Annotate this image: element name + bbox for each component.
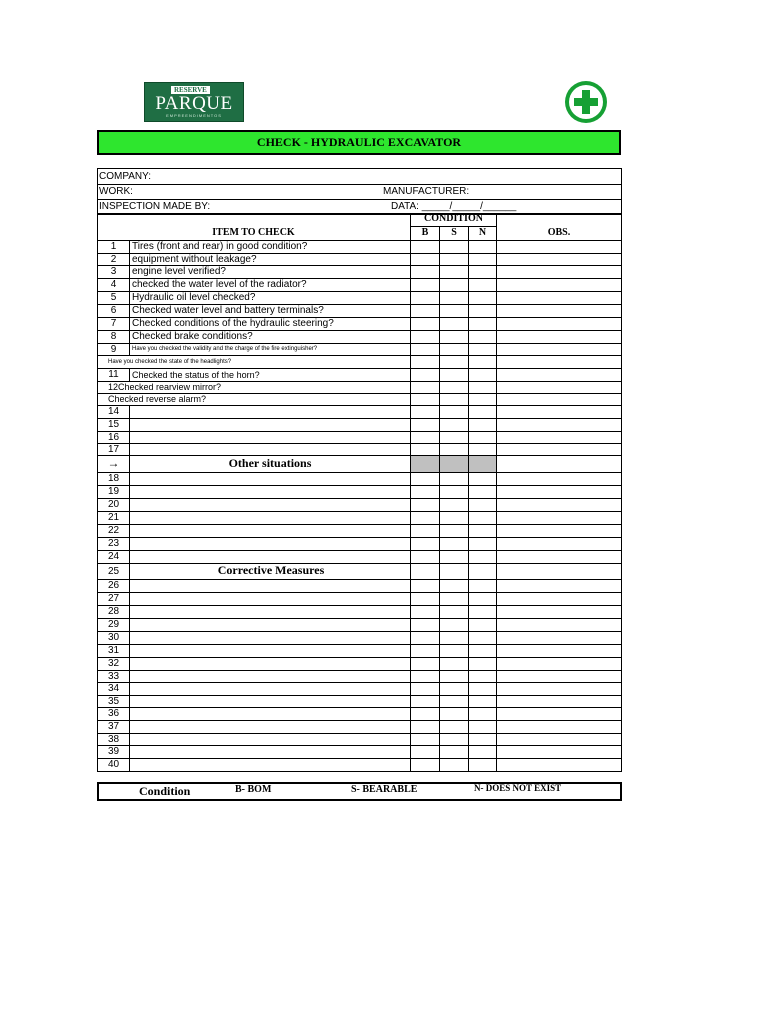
cell-n[interactable] [468,291,496,304]
date-label: DATA: _____/_____/______ [391,201,517,212]
header-s: S [439,226,468,240]
header-item-to-check: ITEM TO CHECK [212,227,295,238]
cell-s[interactable] [439,695,468,707]
row-item-text: Checked water level and battery terminals? [129,304,410,317]
cell-s[interactable] [439,605,468,618]
cell-s[interactable] [439,485,468,498]
row-number: 37 [97,720,129,733]
cell-n[interactable] [468,443,496,455]
cell-b[interactable] [410,657,439,670]
cell-obs[interactable] [496,355,622,368]
cell-obs[interactable] [496,618,622,631]
row-number: 1 [97,240,129,253]
row-number: 16 [97,431,129,443]
cell-b[interactable] [410,682,439,695]
cell-s[interactable] [439,563,468,579]
work-label: WORK: [99,186,133,197]
cell-s[interactable] [439,618,468,631]
form-title: CHECK - HYDRAULIC EXCAVATOR [97,130,621,155]
row-number: 27 [97,592,129,605]
cell-s[interactable] [439,631,468,644]
cell-b[interactable] [410,631,439,644]
cell-obs[interactable] [496,537,622,550]
cell-n[interactable] [468,745,496,758]
cell-s[interactable] [439,368,468,381]
cell-n[interactable] [468,405,496,418]
cell-obs[interactable] [496,381,622,393]
logo-main-text: PARQUE [155,93,233,114]
cell-obs[interactable] [496,745,622,758]
cell-obs[interactable] [496,393,622,405]
row-item-text: 12Checked rearview mirror? [97,381,410,393]
row-number: 23 [97,537,129,550]
cell-obs[interactable] [496,291,622,304]
cell-n[interactable] [468,758,496,771]
cell-s[interactable] [439,550,468,563]
cell-b[interactable] [410,330,439,343]
cell-obs[interactable] [496,418,622,431]
row-number: 11 [97,368,129,381]
cell-obs[interactable] [496,758,622,771]
row-number: 20 [97,498,129,511]
cell-obs[interactable] [496,253,622,265]
cell-n[interactable] [468,720,496,733]
row-item-text [129,758,410,771]
row-number: 28 [97,605,129,618]
row-number: 24 [97,550,129,563]
legend-condition: Condition [139,784,191,798]
cell-s[interactable] [439,745,468,758]
cell-obs[interactable] [496,511,622,524]
header-obs: OBS. [547,227,571,238]
company-row [98,169,621,185]
cell-n[interactable] [468,511,496,524]
row-item-text: Tires (front and rear) in good condition? [129,240,410,253]
row-item-text: Checked conditions of the hydraulic steering? [129,317,410,330]
cell-b[interactable] [410,265,439,278]
row-number: 35 [97,695,129,707]
row-item-text [129,631,410,644]
cell-n[interactable] [468,644,496,657]
cell-b[interactable] [410,537,439,550]
logo-sub-text: EMPREENDIMENTOS [166,113,222,118]
shaded-cell-s [439,455,468,472]
cell-n[interactable] [468,563,496,579]
row-item-text [129,657,410,670]
row-item-text: engine level verified? [129,265,410,278]
cell-s[interactable] [439,253,468,265]
cell-obs[interactable] [496,431,622,443]
cell-s[interactable] [439,657,468,670]
cell-obs[interactable] [496,405,622,418]
cell-obs[interactable] [496,550,622,563]
row-number: 6 [97,304,129,317]
cell-s[interactable] [439,317,468,330]
row-number: 29 [97,618,129,631]
cell-s[interactable] [439,418,468,431]
legend-b: B- BOM [235,784,272,795]
logo-top-text: RESERVE [171,86,210,94]
cell-s[interactable] [439,291,468,304]
row-item-text [129,592,410,605]
legend-n: N- DOES NOT EXIST [474,783,562,793]
cell-s[interactable] [439,393,468,405]
row-item-text: Have you checked the state of the headlights? [97,355,410,368]
cell-b[interactable] [410,670,439,682]
cell-obs[interactable] [496,670,622,682]
row-number: 19 [97,485,129,498]
row-number: 21 [97,511,129,524]
cell-b[interactable] [410,550,439,563]
cell-s[interactable] [439,592,468,605]
cell-n[interactable] [468,472,496,485]
cell-obs[interactable] [496,343,622,355]
cell-obs[interactable] [496,304,622,317]
row-item-text [129,670,410,682]
cell-b[interactable] [410,418,439,431]
cell-obs[interactable] [496,563,622,579]
cell-n[interactable] [468,418,496,431]
cell-n[interactable] [468,304,496,317]
inspection-label: INSPECTION MADE BY: [99,201,211,212]
cell-b[interactable] [410,443,439,455]
cell-obs[interactable] [496,317,622,330]
cell-n[interactable] [468,579,496,592]
cell-n[interactable] [468,498,496,511]
condition-legend [97,782,622,801]
cell-obs[interactable] [496,443,622,455]
row-item-text: Checked reverse alarm? [97,393,410,405]
section-corrective-measures: Corrective Measures [129,563,410,579]
cell-b[interactable] [410,278,439,291]
cell-n[interactable] [468,707,496,720]
cell-s[interactable] [439,670,468,682]
row-number: 22 [97,524,129,537]
row-item-text [129,472,410,485]
cell-b[interactable] [410,758,439,771]
cell-n[interactable] [468,695,496,707]
cell-s[interactable] [439,720,468,733]
cell-n[interactable] [468,253,496,265]
cell-obs[interactable] [496,472,622,485]
cell-b[interactable] [410,381,439,393]
cell-b[interactable] [410,707,439,720]
cell-n[interactable] [468,393,496,405]
cell-b[interactable] [410,485,439,498]
cell-n[interactable] [468,537,496,550]
cell-s[interactable] [439,304,468,317]
cell-n[interactable] [468,355,496,368]
cell-obs[interactable] [496,720,622,733]
cell-n[interactable] [468,682,496,695]
cell-b[interactable] [410,355,439,368]
cell-b[interactable] [410,240,439,253]
cell-obs[interactable] [496,682,622,695]
cell-n[interactable] [468,618,496,631]
work-row [98,184,621,200]
cell-s[interactable] [439,278,468,291]
row-number: 4 [97,278,129,291]
row-number: 15 [97,418,129,431]
row-number: 8 [97,330,129,343]
cell-b[interactable] [410,720,439,733]
row-item-text: checked the water level of the radiator? [129,278,410,291]
header-condition: CONDITION [410,213,497,227]
cell-obs[interactable] [496,498,622,511]
cell-b[interactable] [410,253,439,265]
row-item-text [129,579,410,592]
cell-s[interactable] [439,443,468,455]
company-logo [144,82,244,122]
cell-n[interactable] [468,431,496,443]
cell-b[interactable] [410,592,439,605]
cell-n[interactable] [468,381,496,393]
cell-s[interactable] [439,240,468,253]
row-item-text: Hydraulic oil level checked? [129,291,410,304]
row-item-text [129,745,410,758]
cell-s[interactable] [439,343,468,355]
cell-b[interactable] [410,317,439,330]
cell-obs [496,455,622,472]
row-number: 2 [97,253,129,265]
row-number: 32 [97,657,129,670]
cell-s[interactable] [439,355,468,368]
cell-obs[interactable] [496,485,622,498]
cell-n[interactable] [468,343,496,355]
row-item-text: Checked the status of the horn? [129,368,410,381]
cell-n[interactable] [468,330,496,343]
company-label: COMPANY: [99,171,152,182]
shaded-cell-b [410,455,439,472]
cell-b[interactable] [410,618,439,631]
cell-n[interactable] [468,657,496,670]
legend-s: S- BEARABLE [351,784,418,795]
row-number: 14 [97,405,129,418]
cell-s[interactable] [439,682,468,695]
cell-obs[interactable] [496,330,622,343]
cell-b[interactable] [410,605,439,618]
cell-s[interactable] [439,511,468,524]
cell-b[interactable] [410,343,439,355]
row-item-text [129,720,410,733]
cell-s[interactable] [439,472,468,485]
cell-b[interactable] [410,304,439,317]
cell-s[interactable] [439,758,468,771]
row-number: 3 [97,265,129,278]
safety-cross-icon [560,80,612,124]
row-item-text [129,485,410,498]
cell-obs[interactable] [496,695,622,707]
row-number: 9 [97,343,129,355]
cell-b[interactable] [410,291,439,304]
cell-n[interactable] [468,278,496,291]
cell-b[interactable] [410,745,439,758]
row-item-text: Have you checked the validity and the charge of the fire extinguisher? [129,343,410,355]
row-item-text [129,605,410,618]
row-item-text [129,431,410,443]
cell-s[interactable] [439,330,468,343]
cell-obs[interactable] [496,605,622,618]
row-number: 39 [97,745,129,758]
row-number: 31 [97,644,129,657]
cell-s[interactable] [439,537,468,550]
cell-n[interactable] [468,265,496,278]
cell-n[interactable] [468,240,496,253]
row-item-text [129,443,410,455]
form-header-info [97,168,622,214]
cell-obs[interactable] [496,524,622,537]
table-bottom-border [97,771,622,772]
cell-s[interactable] [439,579,468,592]
cell-obs[interactable] [496,278,622,291]
checklist-table [97,213,622,769]
row-item-text [129,695,410,707]
cell-n[interactable] [468,317,496,330]
row-item-text: equipment without leakage? [129,253,410,265]
cell-obs[interactable] [496,644,622,657]
cell-n[interactable] [468,733,496,745]
row-item-text [129,644,410,657]
section-other-situations: Other situations [129,455,410,472]
header-n: N [468,226,497,240]
cell-b[interactable] [410,563,439,579]
cell-b[interactable] [410,524,439,537]
cell-n[interactable] [468,485,496,498]
cell-obs[interactable] [496,579,622,592]
cell-s[interactable] [439,707,468,720]
cell-n[interactable] [468,631,496,644]
cell-obs[interactable] [496,631,622,644]
cell-b[interactable] [410,498,439,511]
row-item-text [129,405,410,418]
cell-b[interactable] [410,579,439,592]
row-number: 18 [97,472,129,485]
row-item-text [129,618,410,631]
row-number: 26 [97,579,129,592]
row-number: 40 [97,758,129,771]
row-item-text [129,550,410,563]
cell-b[interactable] [410,733,439,745]
row-item-text [129,498,410,511]
row-item-text [129,733,410,745]
row-number: 34 [97,682,129,695]
row-item-text [129,511,410,524]
cell-n[interactable] [468,524,496,537]
cell-s[interactable] [439,498,468,511]
cell-n[interactable] [468,592,496,605]
row-number: 25 [97,563,129,579]
cell-obs[interactable] [496,265,622,278]
cell-b[interactable] [410,405,439,418]
row-number: 38 [97,733,129,745]
cell-obs[interactable] [496,592,622,605]
row-number: 33 [97,670,129,682]
arrow-icon: → [97,455,129,472]
cell-b[interactable] [410,368,439,381]
cell-b[interactable] [410,511,439,524]
cell-s[interactable] [439,524,468,537]
row-item-text [129,524,410,537]
cell-n[interactable] [468,550,496,563]
cell-n[interactable] [468,670,496,682]
cell-b[interactable] [410,644,439,657]
row-number: 30 [97,631,129,644]
cell-s[interactable] [439,644,468,657]
cell-b[interactable] [410,393,439,405]
row-item-text [129,537,410,550]
cell-obs[interactable] [496,733,622,745]
cell-n[interactable] [468,368,496,381]
cell-s[interactable] [439,733,468,745]
cell-b[interactable] [410,472,439,485]
cell-s[interactable] [439,431,468,443]
cell-s[interactable] [439,381,468,393]
cell-n[interactable] [468,605,496,618]
cell-obs[interactable] [496,707,622,720]
row-item-text [129,682,410,695]
row-number: 17 [97,443,129,455]
cell-s[interactable] [439,265,468,278]
row-item-text: Checked brake conditions? [129,330,410,343]
cell-s[interactable] [439,405,468,418]
row-item-text [129,418,410,431]
cell-obs[interactable] [496,240,622,253]
row-number: 5 [97,291,129,304]
shaded-cell-n [468,455,496,472]
cell-obs[interactable] [496,657,622,670]
row-number: 36 [97,707,129,720]
row-item-text [129,707,410,720]
header-b: B [410,226,439,240]
manufacturer-label: MANUFACTURER: [383,186,470,197]
cell-b[interactable] [410,695,439,707]
row-number: 7 [97,317,129,330]
cell-b[interactable] [410,431,439,443]
cell-obs[interactable] [496,368,622,381]
